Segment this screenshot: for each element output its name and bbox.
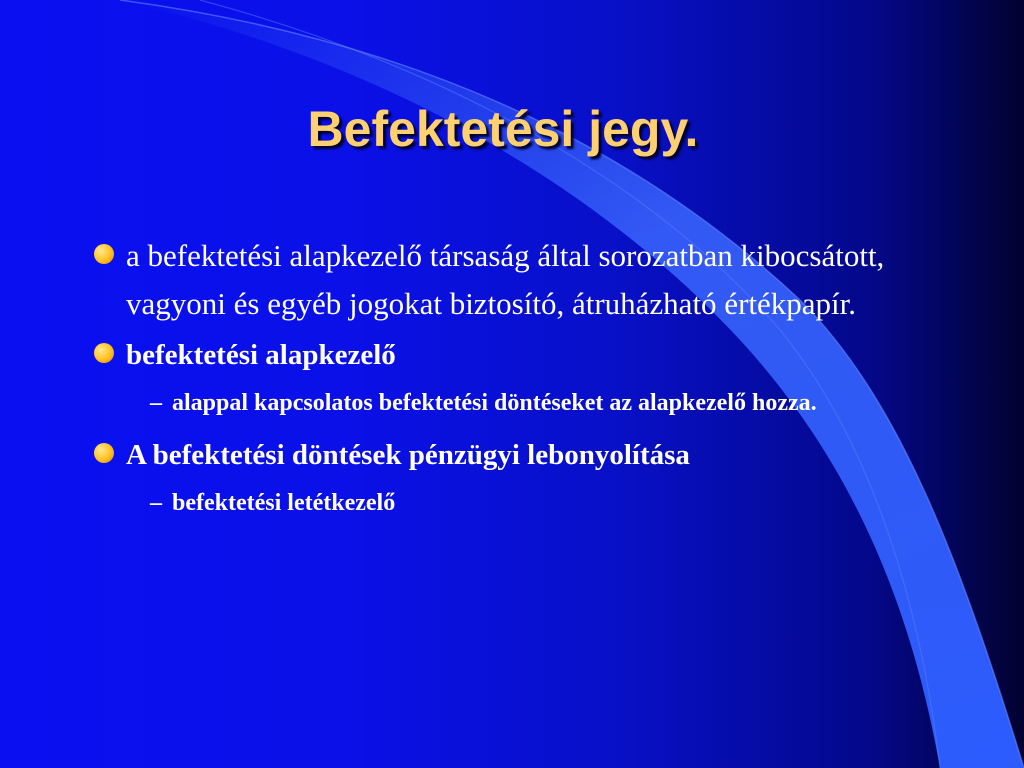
bullet-list — [92, 232, 940, 531]
bullet-item-3 — [92, 431, 940, 479]
bullet-text-2: befektetési alapkezelő — [126, 339, 396, 371]
sub-bullet-item-2 — [150, 382, 940, 425]
bullet-item-2 — [92, 331, 940, 379]
bullet-text-1: a befektetési alapkezelő társaság által sorozatban kibocsátott, vagyoni és egyéb jogokat biztosító, átruházható értékpapír. — [126, 238, 885, 321]
sub-bullet-text-2: alappal kapcsolatos befektetési döntéseket az alapkezelő hozza. — [172, 390, 817, 416]
slide-title — [0, 100, 1024, 158]
bullet-item-1 — [92, 232, 940, 328]
bullet-dot-icon — [94, 443, 114, 463]
sub-bullet-item-3 — [150, 482, 940, 525]
dash-icon: – — [150, 490, 162, 516]
dash-icon: – — [150, 390, 162, 416]
bullet-text-3: A befektetési döntések pénzügyi lebonyolítása — [126, 439, 690, 471]
sub-bullet-text-3: befektetési letétkezelő — [172, 490, 396, 516]
bullet-dot-icon — [94, 343, 114, 363]
bullet-dot-icon — [94, 244, 114, 264]
slide-title-text: Befektetési jegy. — [307, 101, 699, 157]
